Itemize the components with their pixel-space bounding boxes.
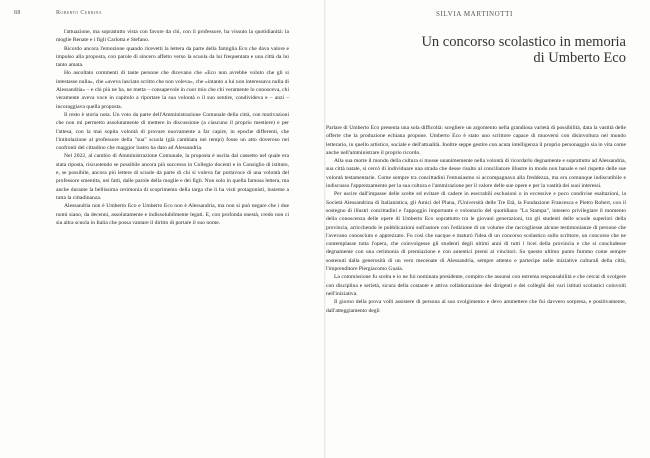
paragraph: Il resto è storia nota. Un voto da parte dell'Amministrazione Comunale della città, con motivazioni che non mi permetto assolutamente di mettere in discussione (a ciascuno il proprio mestiere) e per l'attesa, con la mai sopita volontà di provare nuovamente a far capire, in epoche differenti, che l'intitolazione al professore della "sua" scuola (già cambiata nei tempi) fosse un atto doveroso nei confronti del cittadino che maggior lustro ha dato ad Alessandria. [56,111,289,152]
paragraph: Per uscire dall'impasse delle scelte ed evitare di cadere in esecrabili esclusioni o in eccessive e poco condivise esaltazioni, la Società Alessandrina di Italianistica, gli Amici del Plana, l'Università delle Tre Età, la Fondazione Francesca e Pietro Robert, con il sostegno di illustri concittadini e l'appoggio importante e volontario del quotidiano "La Stampa", intesero privilegiare il momento della conoscenza delle opere di Umberto Eco soprattutto tra le giovani generazioni, tra gli studenti delle scuole superiori della provincia, arricchendo le pubblicazioni sull'autore con l'edizione di un volume che raccogliesse alcune testimonianze di persone che l'avevano conosciuto e apprezzato. Fu così che nacque e maturò l'idea di un concorso scolastico sullo scrittore, un concorso che ne contemplasse tutta l'opera, che coinvolgesse gli studenti degli ultimi anni di tutti i licei della provincia e che si concludesse degnamente con una cerimonia di premiazione e con autentici premi ai vincitori. Su questo ultimo punto fummo come sempre sostenuti dalla generosità di un vero mecenate di Alessandria, sempre attento e partecipe nelle iniziative culturali della città, l'imprenditore Piergiacomo Guala. [326,191,626,273]
left-body-text [56,28,289,227]
running-head-author: SILVIA MARTINOTTI [436,10,513,18]
paragraph: Nel 2022, al cambio di Amministrazione Comunale, la proposta è uscita dal cassetto nel quale era stata riposta, riscuotendo se possibile ancora più successo in Collegio docenti e in Consiglio di istituto, e, se possibile, ancora più lettere di scuole da parte di chi si voleva far portavoce di una volontà del professore smentita, nei fatti, dalle parole della moglie e dei figli. Non solo in quella famosa lettera, ma anche durante la bellissima cerimonia di scoprimento della targa che li ha visti protagonisti, insieme a tutta la cittadinanza. [56,153,289,201]
right-page [326,0,650,458]
paragraph: Ho ascoltato commenti di tante persone che dicevano che «Eco non avrebbe voluto che gli si intestasse nulla», che «aveva lasciato scritto che non voleva», che «intanto a lui non interessava nulla di Alessandria» – e chi più ne ha, ne metta – consapevole in cuor mio che chi veramente lo conosceva, chi veramente aveva voce in capitolo a riportare la sua volontà o il suo sentire, condivideva e – anzi – incoraggiava quella proposta. [56,70,289,110]
left-page [0,0,324,458]
right-body-text [326,124,626,315]
paragraph: La commissione fu scelta e io ne fui nominata presidente, compito che assunsi con estrema responsabilità e che cercai di svolgere con disciplina e serietà, sicura della costante e attiva collaborazione dei dirigenti e dei colleghi dei vari istituti scolastici coinvolti nell'iniziativa. [326,274,626,297]
chapter-title-line: Un concorso scolastico in memoria [421,34,626,50]
paragraph: l'attuazione, ma soprattutto vista con favore da chi, con il professore, ha vissuto la quotidianità: la moglie Renate e i figli Carlotta e Stefano. [56,29,289,44]
paragraph: Parlare di Umberto Eco presenta una sola difficoltà: scegliere un argomento nella grandiosa varietà di possibilità, data la vastità delle offerte che la produzione echiana propone. Umberto Eco è stato uno scrittore capace di muoversi con disinvoltura nel mondo letterario, in quello artistico, sociale e dell'attualità. Inoltre seppe gestire con acuta intelligenza il proprio personaggio sia in vita come anche nell'amministrare il proprio ricordo. [326,125,626,156]
paragraph: Il giorno della prova volli assistere di persona al suo svolgimento e devo ammettere che fui davvero sorpresa, e positivamente, dall'atteggiamento degli [326,299,626,314]
running-head-author: Roberto Cerrina [56,10,103,16]
chapter-title [326,34,626,66]
paragraph: Alessandria non è Umberto Eco e Umberto Eco non è Alessandria, ma non si può negare che i due nomi siano, da decenni, assolutamente e indissolubilmente legati. E, con profonda onestà, credo non ci sia altra scuola in Italia che possa vantare il diritto di portare il suo nome. [56,203,289,226]
chapter-title-line: di Umberto Eco [533,50,626,66]
page-number: 88 [14,10,21,16]
paragraph: Ricordo ancora l'emozione quando ricevetti la lettera da parte della famiglia Eco che dava valore e impulso alla proposta, con parole di sincero affetto verso la scuola da lui frequentata e una città da lui tanto amata. [56,45,289,69]
paragraph: Alla sua morte il mondo della cultura si mosse unanimemente nella volontà di ricordarlo degnamente e soprattutto ad Alessandria, sua città natale, si cercò di individuare una strada che desse risalto al conciliatore illustre in modo non banale e nel rispetto delle sue volontà testamentarie. Come sempre tra concittadini l'entusiasmo si accompagnava alla freddezza, ma era comunque indiscutibile e indiscusso l'apprezzamento per la sua cultura e l'ammirazione per il valore delle sue opere e per la vastità dei suoi interessi. [326,158,626,190]
